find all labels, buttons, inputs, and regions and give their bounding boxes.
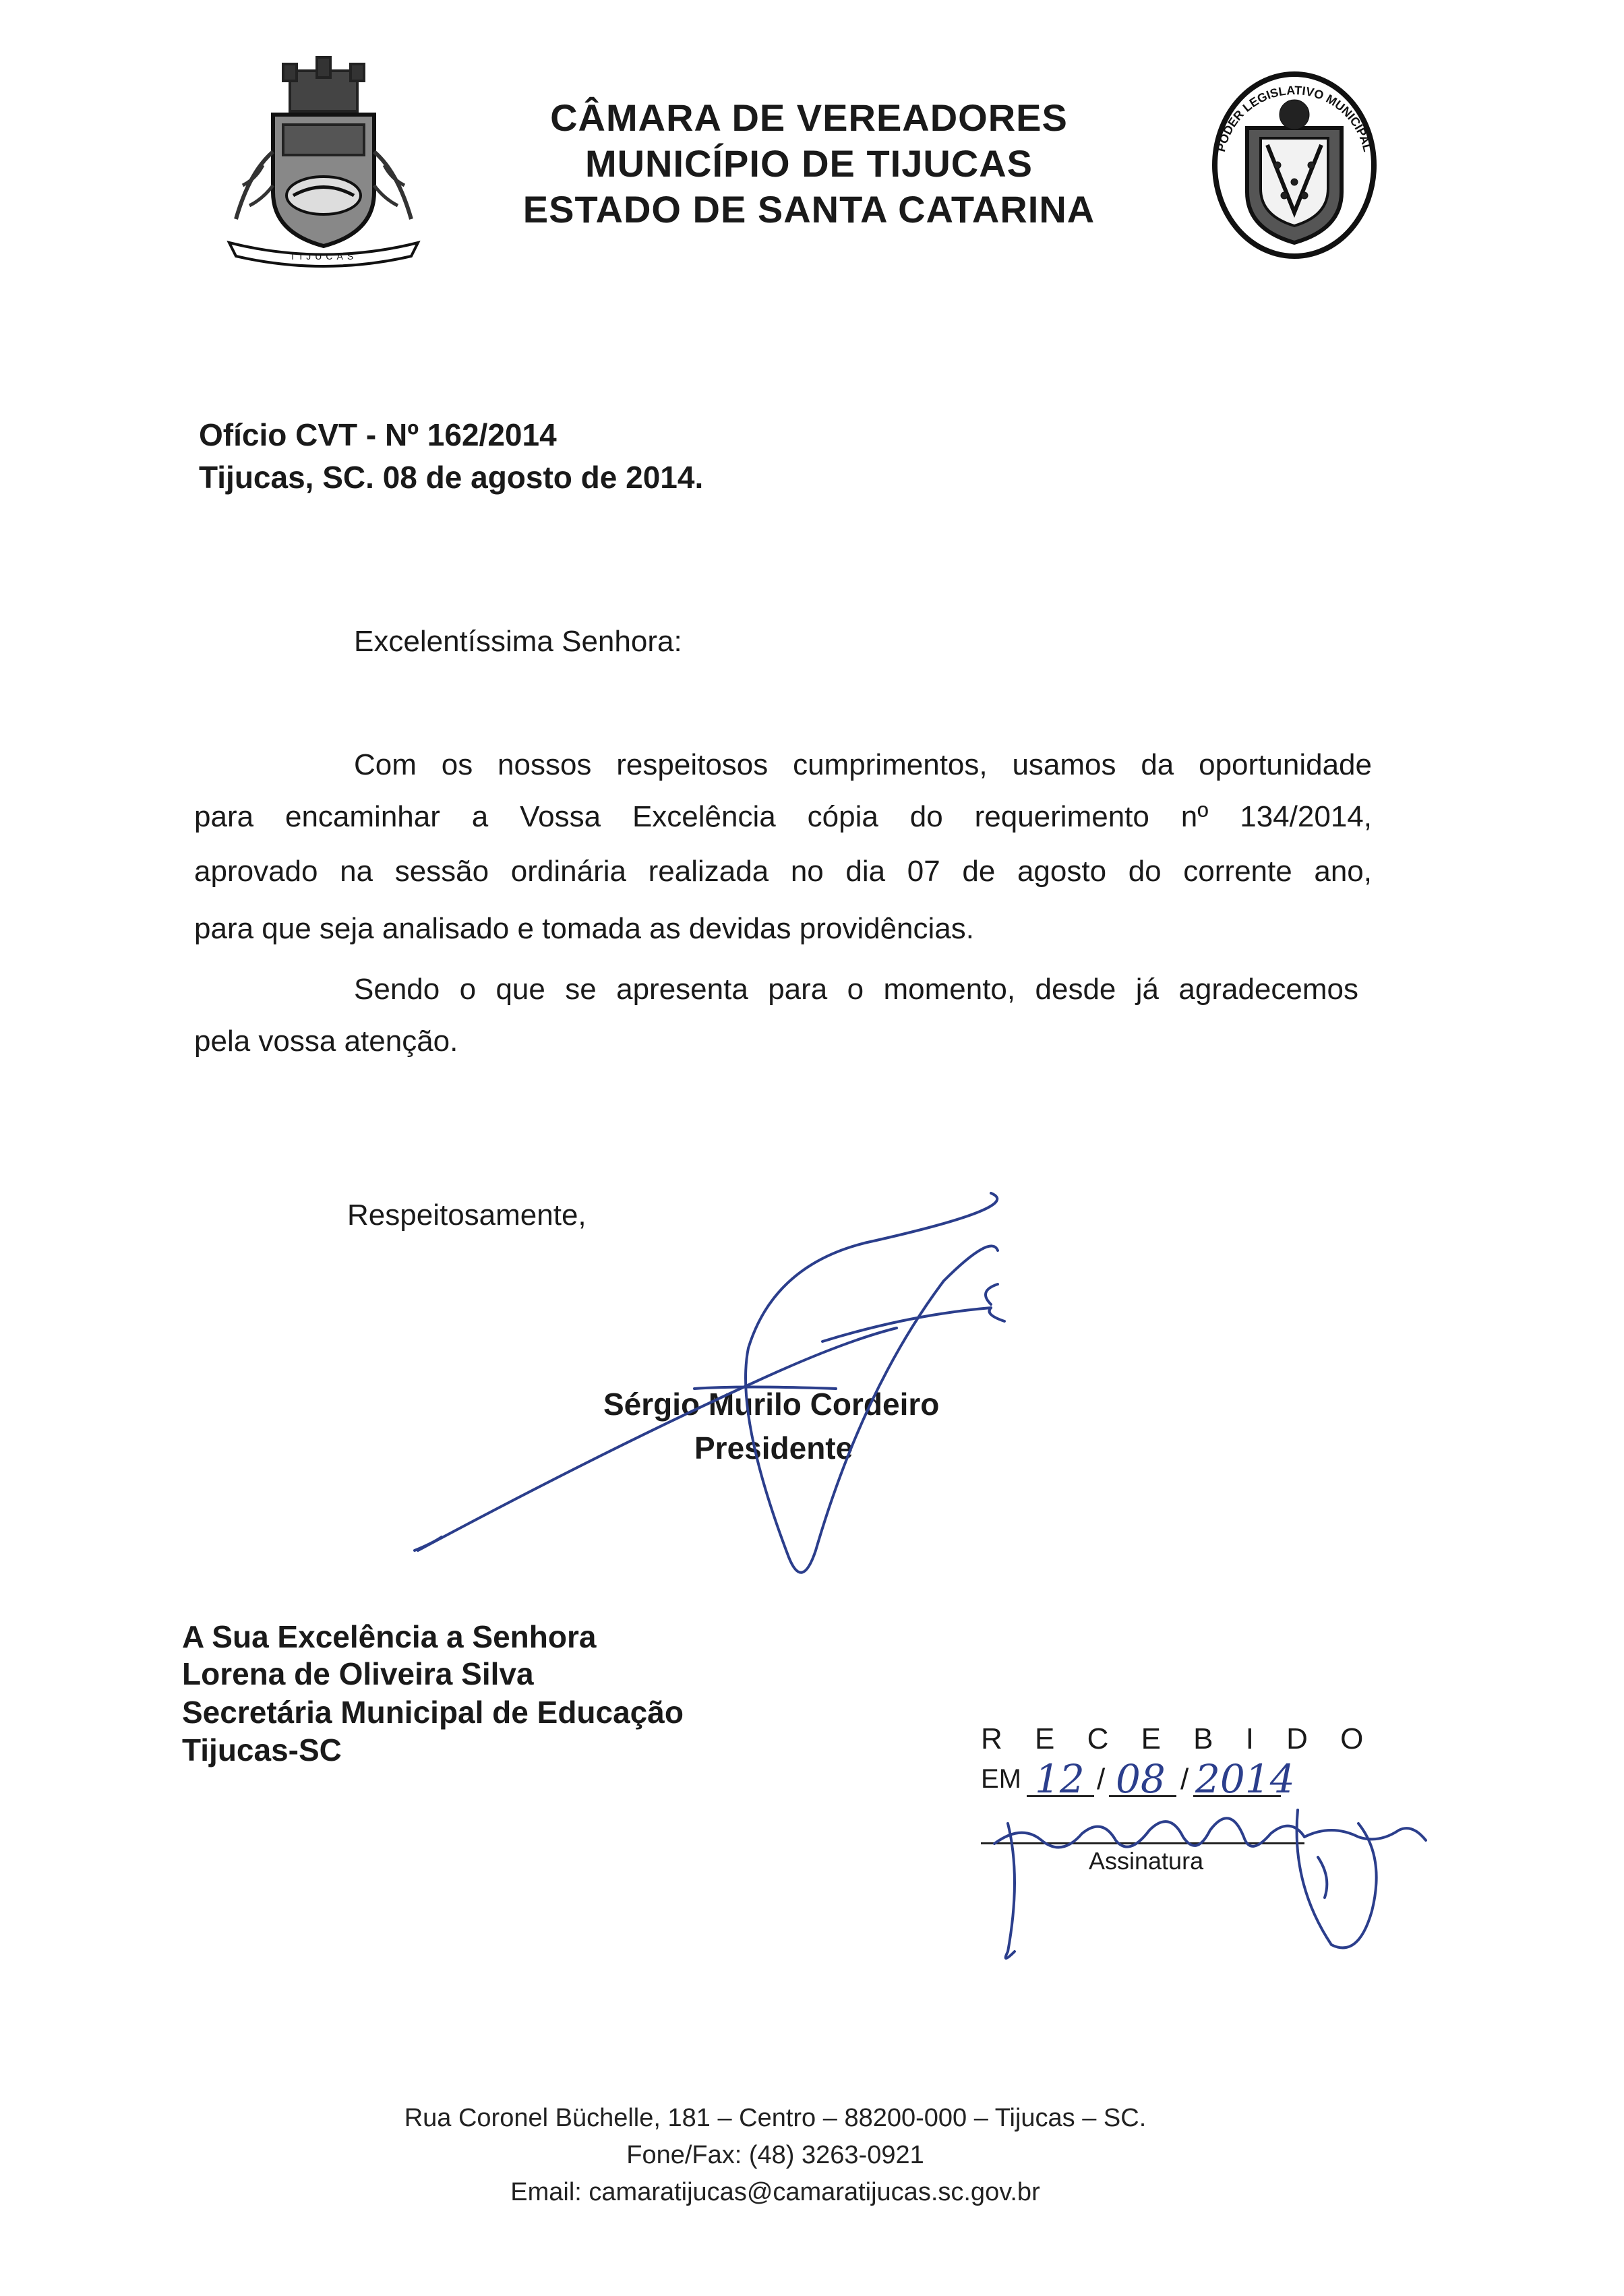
date-slash-2: / xyxy=(1180,1763,1189,1796)
body-p1-line1: Com os nossos respeitosos cumprimentos, usamos da oportunidade xyxy=(354,748,1372,781)
received-year: 2014 xyxy=(1195,1756,1295,1802)
legislative-seal xyxy=(1200,64,1389,266)
signatory-name: Sérgio Murilo Cordeiro xyxy=(603,1387,940,1422)
salutation: Excelentíssima Senhora: xyxy=(354,625,682,658)
oficio-number: Ofício CVT - Nº 162/2014 xyxy=(199,417,557,452)
body-p1-line4: para que seja analisado e tomada as devidas providências. xyxy=(194,912,974,945)
recipient-line3: Secretária Municipal de Educação xyxy=(182,1695,684,1730)
header-title-line3: ESTADO DE SANTA CATARINA xyxy=(522,188,1095,231)
signatory-title: Presidente xyxy=(694,1430,853,1466)
received-day: 12 xyxy=(1035,1756,1085,1802)
header-title-line1: CÂMARA DE VEREADORES xyxy=(550,96,1068,139)
svg-text:PODER LEGISLATIVO MUNICIPAL: PODER LEGISLATIVO MUNICIPAL xyxy=(1213,83,1375,154)
received-stamp-label: R E C E B I D O xyxy=(981,1722,1376,1755)
body-p2-line2: pela vossa atenção. xyxy=(194,1025,458,1058)
received-em-label: EM xyxy=(981,1764,1021,1794)
footer-email: Email: camaratijucas@camaratijucas.sc.gov.br xyxy=(510,2178,1040,2206)
svg-text:TIJUCAS: TIJUCAS xyxy=(289,251,358,262)
municipal-crest xyxy=(209,51,438,273)
footer-address: Rua Coronel Büchelle, 181 – Centro – 88200-000 – Tijucas – SC. xyxy=(404,2104,1147,2132)
date-slash-1: / xyxy=(1097,1763,1106,1796)
recipient-line2: Lorena de Oliveira Silva xyxy=(182,1656,534,1691)
footer-phone: Fone/Fax: (48) 3263-0921 xyxy=(626,2141,924,2169)
letter-date: Tijucas, SC. 08 de agosto de 2014. xyxy=(199,460,704,495)
closing: Respeitosamente, xyxy=(347,1199,587,1232)
body-p1-line2: para encaminhar a Vossa Excelência cópia do requerimento nº 134/2014, xyxy=(194,800,1372,833)
body-p2-line1: Sendo o que se apresenta para o momento, desde já agradecemos xyxy=(354,973,1358,1006)
received-month: 08 xyxy=(1116,1756,1166,1802)
received-stamp xyxy=(981,1722,1453,1978)
received-signature-label: Assinatura xyxy=(1089,1847,1204,1875)
body-p1-line3: aprovado na sessão ordinária realizada no dia 07 de agosto do corrente ano, xyxy=(194,855,1372,888)
recipient-line4: Tijucas-SC xyxy=(182,1732,342,1768)
recipient-line1: A Sua Excelência a Senhora xyxy=(182,1619,597,1654)
received-signature-line xyxy=(981,1842,1304,1844)
header-title-line2: MUNICÍPIO DE TIJUCAS xyxy=(584,142,1033,185)
